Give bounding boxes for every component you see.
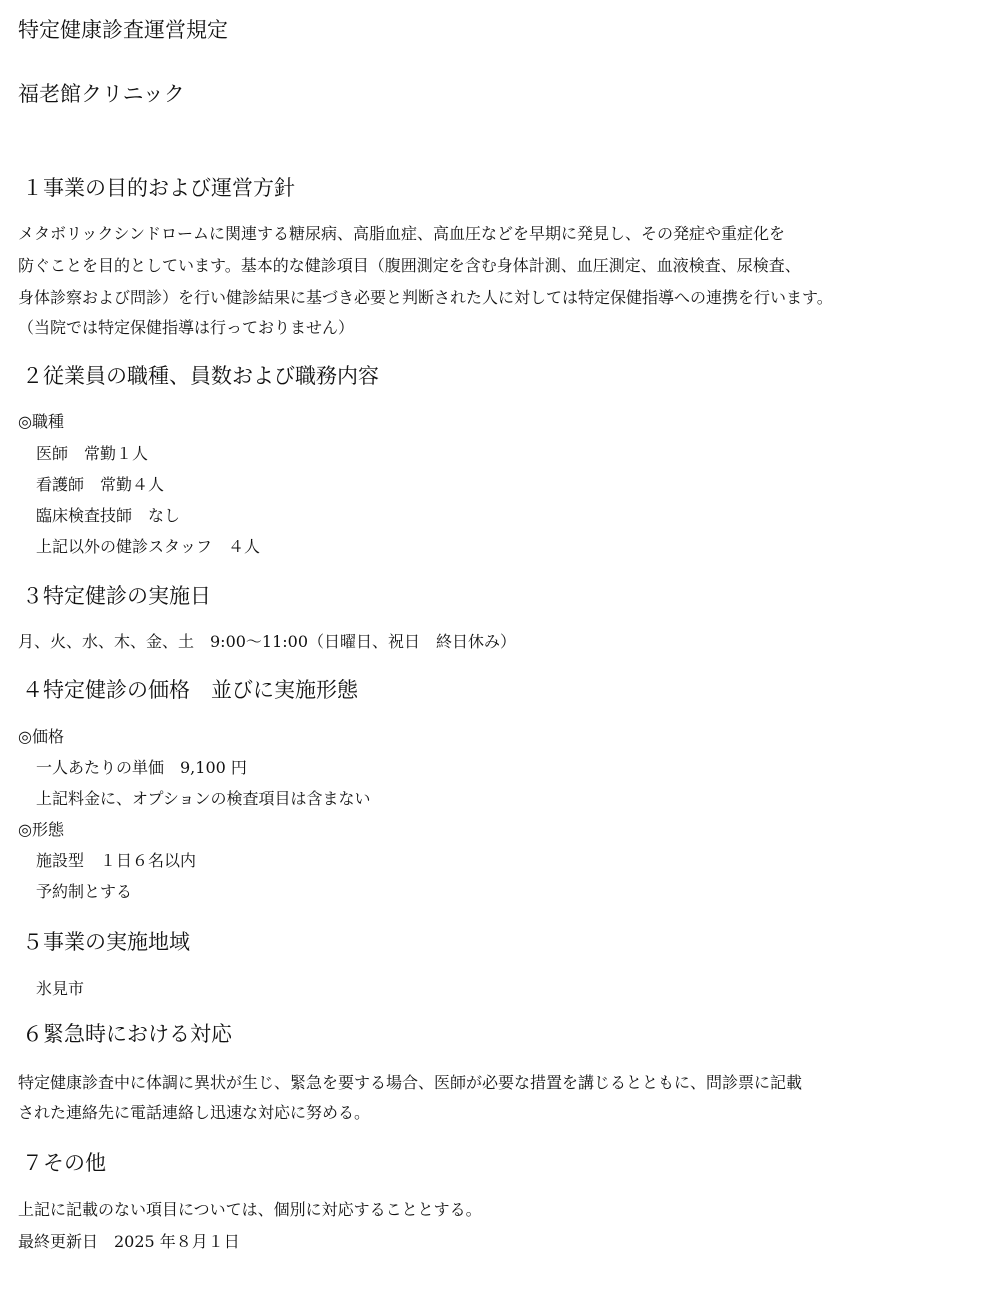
section-1-line: メタボリックシンドロームに関連する糖尿病、高脂血症、高血圧などを早期に発見し、その発症や重症化を <box>18 224 785 243</box>
section-3-heading: ３特定健診の実施日 <box>22 584 211 608</box>
section-1-line: （当院では特定保健指導は行っておりません） <box>18 318 355 337</box>
price-item: 上記料金に、オプションの検査項目は含まない <box>36 789 371 808</box>
section-1-line: 防ぐことを目的としています。基本的な健診項目（腹囲測定を含む身体計測、血圧測定、血液検査、尿検査、 <box>18 256 801 275</box>
emergency-line: された連絡先に電話連絡し迅速な対応に努める。 <box>18 1103 371 1122</box>
section-2-heading: ２従業員の職種、員数および職務内容 <box>22 364 379 388</box>
section-5-heading: ５事業の実施地域 <box>22 930 190 954</box>
section-4-heading: ４特定健診の価格 並びに実施形態 <box>22 678 358 702</box>
staff-item: 臨床検査技師 なし <box>36 506 181 525</box>
staff-item: 看護師 常勤４人 <box>36 475 165 494</box>
clinic-name: 福老館クリニック <box>18 82 185 106</box>
schedule-line: 月、火、水、木、金、土 9:00～11:00（日曜日、祝日 終日休み） <box>18 632 517 651</box>
section-7-heading: ７その他 <box>22 1151 106 1175</box>
document-title: 特定健康診査運営規定 <box>18 18 228 42</box>
other-line: 上記に記載のない項目については、個別に対応することとする。 <box>18 1200 482 1219</box>
section-6-heading: ６緊急時における対応 <box>22 1022 232 1046</box>
staff-types-label: ◎職種 <box>18 412 64 431</box>
emergency-line: 特定健康診査中に体調に異状が生じ、緊急を要する場合、医師が必要な措置を講じるとともに、問診票に記載 <box>18 1073 803 1092</box>
price-label: ◎価格 <box>18 727 64 746</box>
price-item: 一人あたりの単価 9,100 円 <box>36 758 247 777</box>
staff-item: 医師 常勤１人 <box>36 444 149 463</box>
form-item: 施設型 １日６名以内 <box>36 851 197 870</box>
form-label: ◎形態 <box>18 820 64 839</box>
section-1-heading: １事業の目的および運営方針 <box>22 176 295 200</box>
staff-item: 上記以外の健診スタッフ ４人 <box>36 537 261 556</box>
section-1-line: 身体診察および問診）を行い健診結果に基づき必要と判断された人に対しては特定保健指導への連携を行います。 <box>18 288 833 307</box>
form-item: 予約制とする <box>36 882 133 901</box>
last-updated: 最終更新日 2025 年８月１日 <box>18 1232 240 1251</box>
area-item: 氷見市 <box>36 979 85 998</box>
